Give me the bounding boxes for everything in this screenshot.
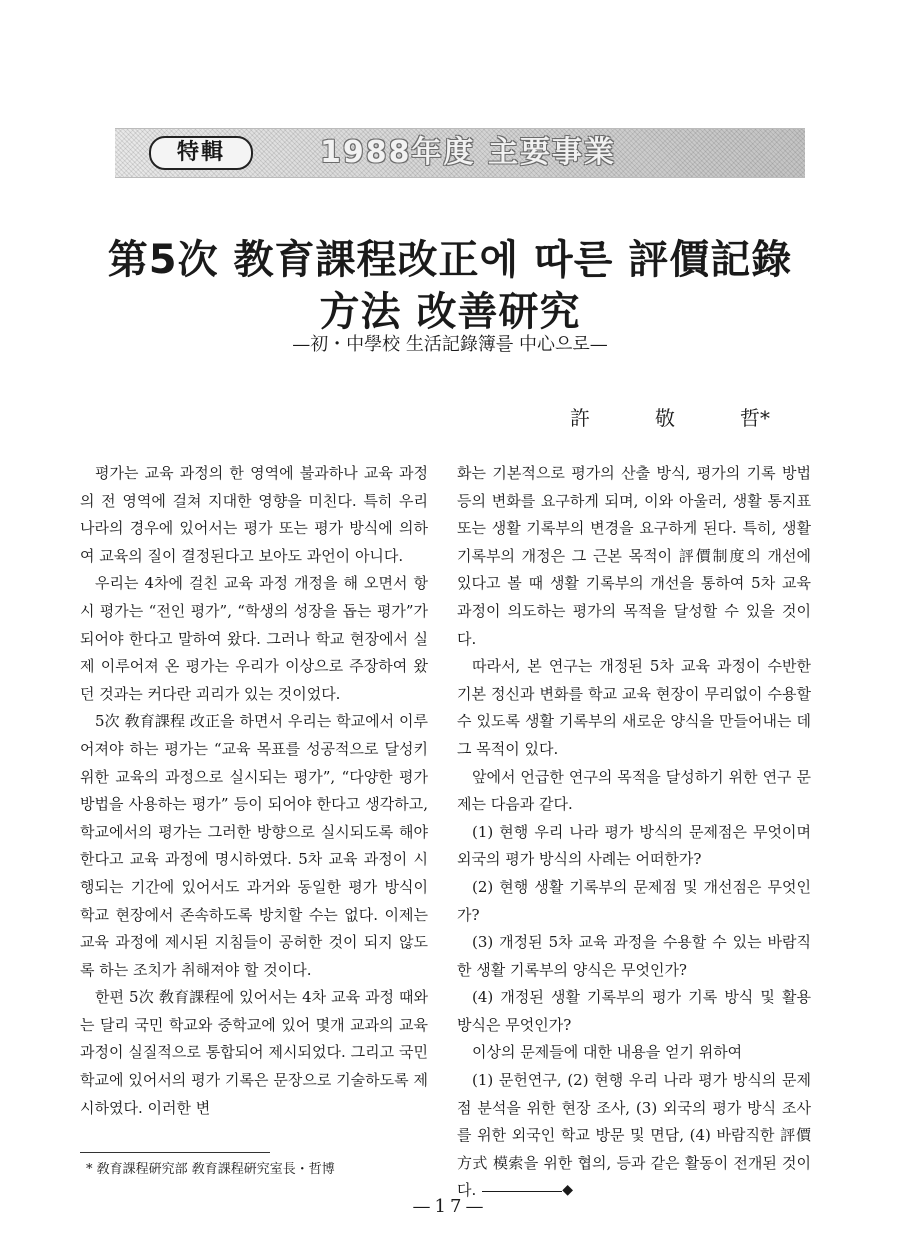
end-rule	[482, 1191, 562, 1192]
author-char: 敬	[655, 406, 675, 430]
author-name	[570, 402, 770, 431]
article-title-line2: 方法 改善研究	[319, 289, 581, 335]
footnote: * 敎育課程硏究部 敎育課程硏究室長・哲博	[86, 1162, 335, 1177]
feature-banner	[115, 128, 805, 178]
body-paragraph: 이상의 문제들에 대한 내용을 얻기 위하여	[472, 1043, 743, 1062]
body-paragraph: 따라서, 본 연구는 개정된 5차 교육 과정이 수반한 기본 정신과 변화를 학교 교육 현장이 무리없이 수용할 수 있도록 생활 기록부의 새로운 양식을 만들어내는 데 그 목적이 있다.	[457, 657, 811, 758]
body-paragraph-continued: 화는 기본적으로 평가의 산출 방식, 평가의 기록 방법 등의 변화를 요구하게 되며, 이와 아울러, 생활 통지표 또는 생활 기록부의 변경을 요구하게 된다. 특히, 생활 기록부의 개정은 그 근본 목적이 評價制度의 개선에 있다고 볼 때 생활 기록부의 개선을 통하여 5차 교육 과정이 의도하는 평가의 목적을 달성할 수 있을 것이다.	[457, 464, 811, 648]
methods-text: (1) 문헌연구, (2) 현행 우리 나라 평가 방식의 문제점 분석을 위한 현장 조사, (3) 외국의 평가 방식 조사를 위한 외국인 학교 방문 및 면담, (4) 바람직한 評價 方式 模索을 위한 협의, 등과 같은 활동이 전개된 것이다.	[457, 1071, 811, 1200]
body-paragraph: 우리는 4차에 걸친 교육 과정 개정을 해 오면서 항시 평가는 “전인 평가”, “학생의 성장을 돕는 평가”가 되어야 한다고 말하여 왔다. 그러나 학교 현장에서 실제 이루어져 온 평가는 우리가 이상으로 주장하여 왔던 것과는 커다란 괴리가 있는 것이었다.	[80, 574, 428, 703]
research-question: (4) 개정된 생활 기록부의 평가 기록 방식 및 활용 방식은 무엇인가?	[457, 988, 811, 1034]
end-mark-icon: ◆	[562, 1182, 574, 1199]
body-paragraph: 평가는 교육 과정의 한 영역에 불과하나 교육 과정의 전 영역에 걸쳐 지대한 영향을 미친다. 특히 우리 나라의 경우에 있어서는 평가 또는 평가 방식에 의하여 교육의 질이 결정된다고 보아도 과언이 아니다.	[80, 464, 428, 565]
page-number: —17—	[412, 1196, 488, 1217]
body-paragraph-last	[457, 1067, 811, 1205]
research-question: (3) 개정된 5차 교육 과정을 수용할 수 있는 바람직한 생활 기록부의 양식은 무엇인가?	[457, 933, 811, 979]
right-column	[457, 460, 811, 1205]
banner-subtitle: 1988年度 主要事業	[320, 135, 616, 170]
research-question: (1) 현행 우리 나라 평가 방식의 문제점은 무엇이며 외국의 평가 방식의 사례는 어떠한가?	[457, 822, 811, 869]
research-question: (2) 현행 생활 기록부의 문제점 및 개선점은 무엇인가?	[457, 877, 811, 924]
author-char: 許	[570, 406, 590, 430]
body-paragraph: 한편 5次 敎育課程에 있어서는 4차 교육 과정 때와는 달리 국민 학교와 중학교에 있어 몇개 교과의 교육 과정이 실질적으로 통합되어 제시되었다. 그리고 국민 학교에 있어서의 평가 기록은 문장으로 기술하도록 제시하였다. 이러한 변	[80, 988, 428, 1117]
footnote-rule	[80, 1152, 270, 1153]
body-paragraph: 앞에서 언급한 연구의 목적을 달성하기 위한 연구 문제는 다음과 같다.	[457, 767, 811, 814]
left-column	[80, 460, 428, 1122]
author-char: 哲*	[740, 406, 770, 430]
article-title-line1: 第5次 教育課程改正에 따른 評價記錄	[107, 237, 793, 283]
article-subtitle: —初・中學校 生活記錄簿를 中心으로—	[292, 334, 608, 355]
feature-tag: 特輯	[149, 136, 253, 170]
body-paragraph: 5次 敎育課程 改正을 하면서 우리는 학교에서 이루어져야 하는 평가는 “교육 목표를 성공적으로 달성키 위한 교육의 과정으로 실시되는 평가”, “다양한 평가 방법을 사용하는 평가” 등이 되어야 한다고 생각하고, 학교에서의 평가는 그러한 방향으로 실시되도록 해야 한다고 교육 과정에 명시하였다. 5차 교육 과정이 시행되는 기간에 있어서도 과거와 동일한 평가 방식이 학교 현장에서 존속하도록 방치할 수는 없다. 이제는 교육 과정에 제시된 지침들이 공허한 것이 되지 않도록 하는 조치가 취해져야 할 것이다.	[80, 712, 428, 979]
